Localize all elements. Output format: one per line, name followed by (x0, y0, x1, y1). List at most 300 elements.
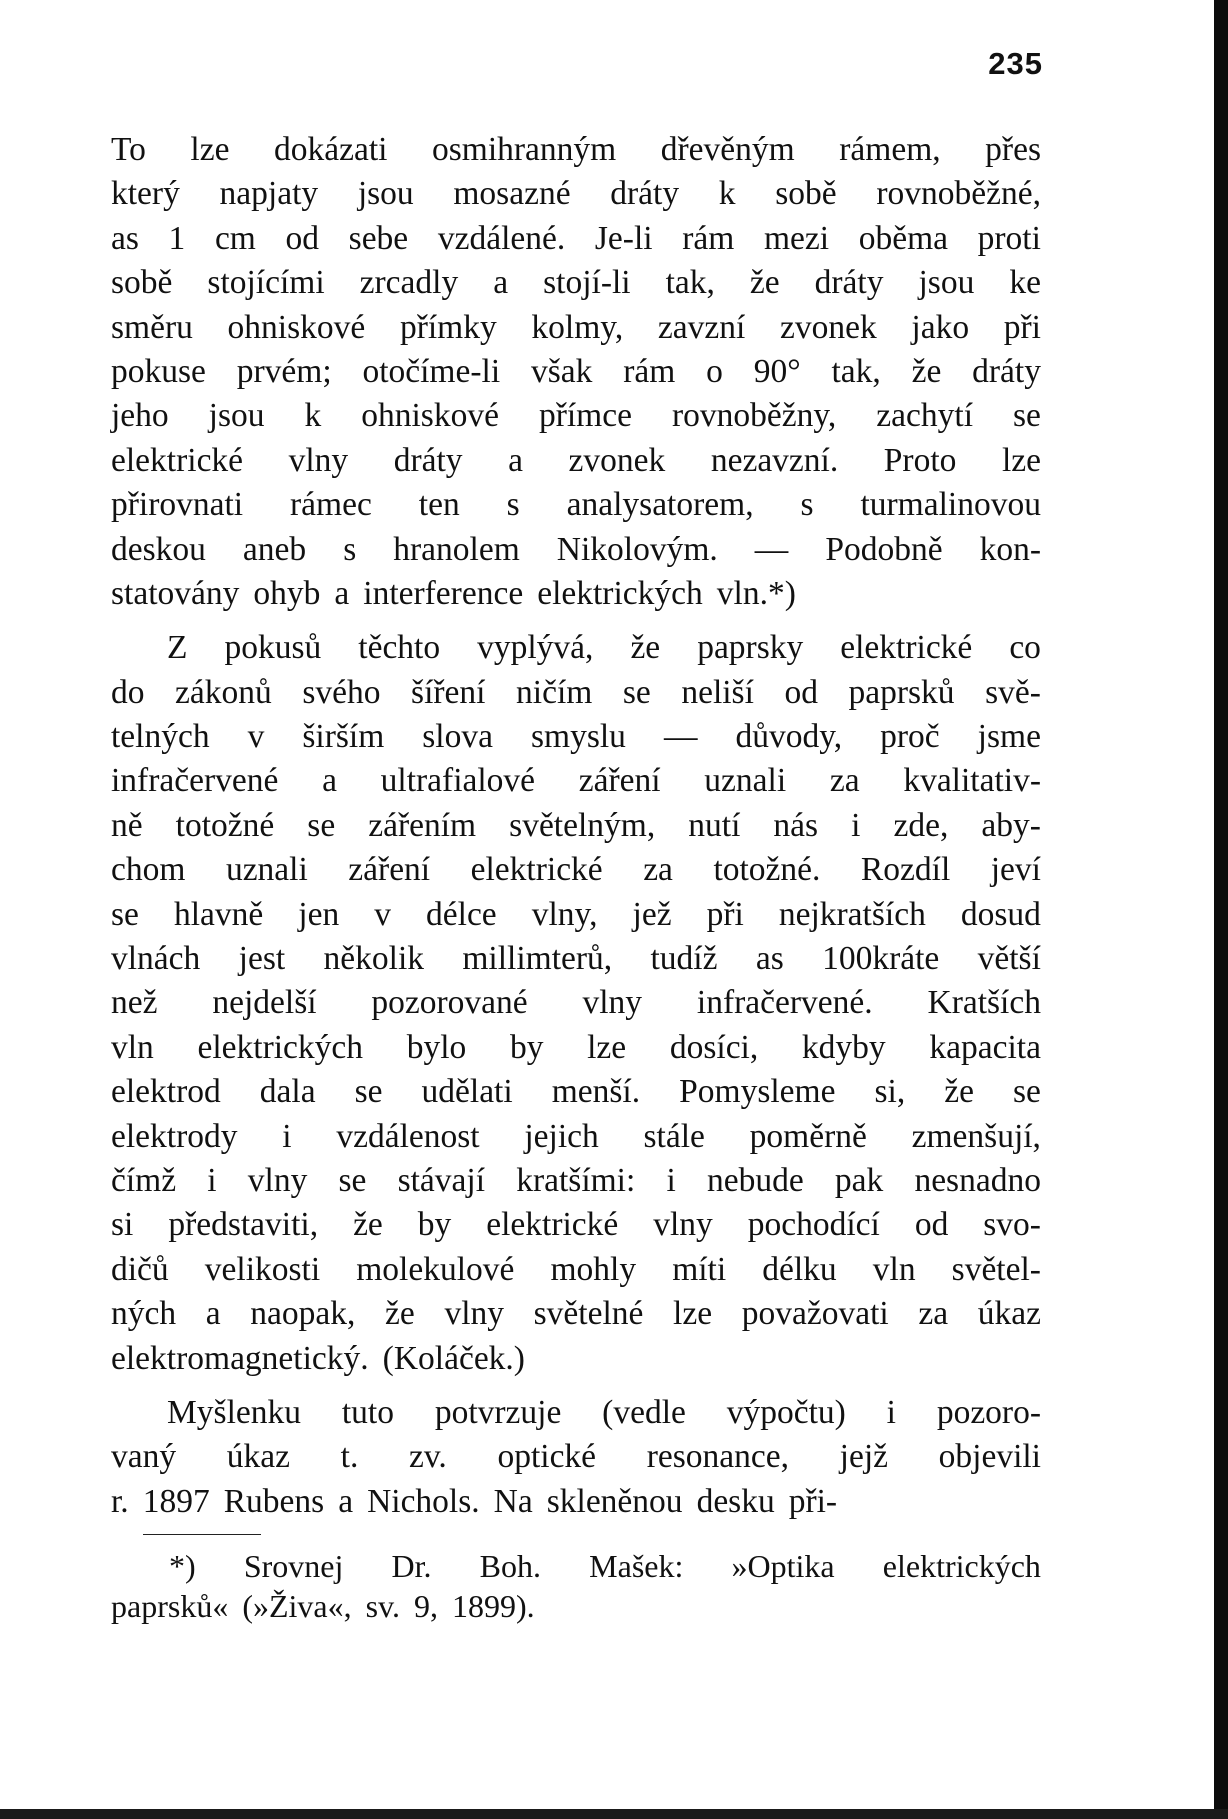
word: dráty (393, 441, 463, 479)
word: ultrafialové (380, 762, 536, 800)
text-line (111, 306, 1041, 350)
word: Pomysleme (679, 1073, 836, 1111)
word: světelným, (509, 806, 656, 844)
word: přímky (399, 308, 497, 346)
footnote (111, 1546, 1041, 1626)
word: elektrod (111, 1073, 221, 1111)
word: oběma (858, 219, 948, 257)
word: ohniskové (227, 308, 366, 346)
word: se (1013, 397, 1041, 435)
word: přes (985, 131, 1041, 168)
word: Podobně (825, 530, 943, 568)
text-line (111, 483, 1041, 527)
word: paprsků (848, 673, 955, 711)
word: aby- (981, 806, 1041, 844)
word: kapacita (929, 1028, 1041, 1066)
word: rám (682, 219, 735, 257)
word: deskou (111, 530, 206, 568)
word: infračervené (111, 762, 279, 800)
word: 1897 (142, 1482, 210, 1520)
word: elektromagnetický. (111, 1339, 369, 1377)
word: ných (111, 1295, 177, 1333)
word: zrcadly (359, 264, 459, 302)
word: by (509, 1028, 544, 1066)
text-line (111, 1070, 1041, 1114)
word: pozoro- (936, 1393, 1041, 1431)
word: uznali (704, 762, 787, 800)
word: pozorované (371, 984, 528, 1022)
word: elektrické (111, 441, 244, 479)
paragraph-gap (111, 1381, 1041, 1391)
word: stávají (397, 1161, 486, 1199)
word: bylo (406, 1028, 467, 1066)
word: aneb (242, 530, 307, 568)
word: Rozdíl (860, 851, 951, 889)
word: čímž (111, 1161, 177, 1199)
text-line (111, 1248, 1041, 1292)
word: jest (238, 940, 286, 978)
word: *) (169, 1548, 196, 1584)
word: zavzní (657, 308, 746, 346)
text-line (111, 1115, 1041, 1159)
word: že (911, 352, 942, 390)
word: si (111, 1206, 134, 1244)
word: s (343, 530, 357, 568)
text-line (111, 1203, 1041, 1247)
text-line (111, 1586, 1041, 1626)
word: elektrických (537, 574, 703, 612)
word: úkaz (226, 1438, 291, 1476)
word: 9, (413, 1588, 438, 1624)
word: slova (422, 718, 493, 756)
word: lze (1001, 441, 1041, 479)
word: nesnadno (914, 1161, 1041, 1199)
word: dřevěným (660, 131, 795, 168)
word: i (851, 806, 861, 844)
word: (Koláček.) (382, 1339, 525, 1377)
word: telných (111, 718, 210, 756)
text-line (111, 671, 1041, 715)
word: dosud (960, 895, 1041, 933)
word: a (493, 264, 509, 302)
word: jsou (918, 264, 975, 302)
word: však (530, 352, 593, 390)
word: millimterů, (462, 940, 613, 978)
word: v (374, 895, 391, 933)
word: ohyb (253, 574, 321, 612)
text-line (111, 1159, 1041, 1203)
word: (»Živa«, (242, 1588, 352, 1624)
word: jež (632, 895, 672, 933)
word: To (111, 131, 146, 168)
page-bottom-shadow (0, 1809, 1228, 1819)
text-line (111, 528, 1041, 572)
word: považovati (741, 1295, 889, 1333)
text-line (111, 981, 1041, 1025)
word: otočíme-li (362, 352, 501, 390)
word: r. (111, 1482, 129, 1520)
word: dala (259, 1073, 316, 1111)
paragraph-3 (111, 1391, 1041, 1524)
word: výpočtu) (726, 1393, 846, 1431)
word: totožné (175, 806, 275, 844)
word: prvém; (236, 352, 332, 390)
word: vlny (288, 441, 349, 479)
word: zářením (368, 806, 477, 844)
word: vln (872, 1250, 916, 1288)
word: při (1003, 308, 1041, 346)
word: hranolem (393, 530, 520, 568)
word: že (385, 1295, 415, 1333)
word: pokusů (224, 629, 322, 667)
word: lze (190, 131, 230, 168)
word: Myšlenku (167, 1393, 301, 1431)
word: elektrické (470, 851, 603, 889)
text-line (111, 893, 1041, 937)
word: lze (673, 1295, 713, 1333)
page-number: 235 (988, 46, 1043, 81)
word: proti (977, 219, 1041, 257)
word: — (754, 530, 789, 568)
word: pochodící (747, 1206, 880, 1244)
word: jsou (357, 175, 414, 213)
word: dráty (610, 175, 680, 213)
word: chom (111, 851, 186, 889)
word: nutí (688, 806, 741, 844)
word: cm (214, 219, 256, 257)
word: světel- (951, 1250, 1041, 1288)
word: hlavně (173, 895, 264, 933)
text-line (111, 759, 1041, 803)
word: že (353, 1206, 383, 1244)
word: několik (323, 940, 424, 978)
word: Na (493, 1482, 533, 1520)
word: a (508, 441, 523, 479)
word: který (111, 175, 180, 213)
word: elektrody (111, 1117, 238, 1155)
word: naopak, (250, 1295, 356, 1333)
word: tuto (341, 1393, 394, 1431)
word: statovány (111, 574, 240, 612)
footnote-divider (143, 1534, 261, 1535)
text-line (111, 1292, 1041, 1336)
word: rámec (290, 486, 372, 524)
word: menší. (551, 1073, 641, 1111)
word: Boh. (479, 1548, 542, 1584)
word: i (886, 1393, 896, 1431)
word: větší (977, 940, 1041, 978)
word: v (247, 718, 265, 756)
word: Rubens (223, 1482, 325, 1520)
word: nejkratších (778, 895, 926, 933)
word: ohniskové (361, 397, 499, 435)
paragraph-1 (111, 128, 1041, 626)
text-line (111, 1026, 1041, 1070)
word: vlny (582, 984, 643, 1022)
word: že (749, 264, 780, 302)
word: elektrických (882, 1548, 1041, 1584)
word: 100kráte (822, 940, 940, 978)
word: i (207, 1161, 217, 1199)
word: rámem, (839, 131, 941, 168)
word: ke (1009, 264, 1041, 302)
word: k (304, 397, 322, 435)
word: dokázati (273, 131, 388, 168)
word: vln.*) (716, 574, 796, 612)
word: svě- (985, 673, 1041, 711)
text-line (111, 626, 1041, 670)
text-line (111, 217, 1041, 261)
word: pokuse (111, 352, 206, 390)
word: zmenšují, (911, 1117, 1041, 1155)
word: světelné (533, 1295, 644, 1333)
word: dosíci, (669, 1028, 759, 1066)
word: důvody, (735, 718, 843, 756)
word: uznali (225, 851, 308, 889)
word: a (338, 1482, 354, 1520)
word: nás (773, 806, 819, 844)
word: k (718, 175, 736, 213)
word: vlny (444, 1295, 504, 1333)
word: záření (348, 851, 431, 889)
word: osmihranným (432, 131, 617, 168)
word: vlnách (111, 940, 201, 978)
word: as (111, 219, 139, 257)
word: a (205, 1295, 221, 1333)
word: jejž (839, 1438, 888, 1476)
word: kvalitativ- (903, 762, 1041, 800)
text-line (111, 350, 1041, 394)
word: šíření (411, 673, 486, 711)
word: sebe (348, 219, 409, 257)
text-line (111, 848, 1041, 892)
word: jsou (208, 397, 265, 435)
word: Srovnej (243, 1548, 344, 1584)
word: velikosti (204, 1250, 321, 1288)
word: Dr. (391, 1548, 432, 1584)
word: ničím (516, 673, 593, 711)
word: »Optika (731, 1548, 835, 1584)
word: za (643, 851, 673, 889)
word: potvrzuje (434, 1393, 562, 1431)
word: turmalinovou (860, 486, 1041, 524)
word: Proto (883, 441, 957, 479)
word: o (706, 352, 723, 390)
word: paprsky (697, 629, 804, 667)
word: směru (111, 308, 193, 346)
word: objevili (938, 1438, 1041, 1476)
word: mohly (550, 1250, 637, 1288)
word: těchto (358, 629, 441, 667)
word: resonance, (646, 1438, 789, 1476)
text-line (111, 937, 1041, 981)
word: ně (111, 806, 143, 844)
word: že (630, 629, 661, 667)
word: lze (587, 1028, 627, 1066)
word: se (338, 1161, 367, 1199)
text-line (111, 715, 1041, 759)
word: co (1009, 629, 1041, 667)
word: se (307, 806, 336, 844)
word: rám (623, 352, 676, 390)
word: Mašek: (589, 1548, 684, 1584)
word: napjaty (219, 175, 319, 213)
word: desku (696, 1482, 775, 1520)
word: zvonek (779, 308, 877, 346)
word: zákonů (175, 673, 272, 711)
word: nezavzní. (710, 441, 839, 479)
word: za (829, 762, 860, 800)
word: do (111, 673, 145, 711)
word: kratšími: (516, 1161, 636, 1199)
word: jeví (990, 851, 1041, 889)
word: se (354, 1073, 383, 1111)
word: 90° (753, 352, 801, 390)
word: vln (111, 1028, 154, 1066)
word: Nichols. (367, 1482, 480, 1520)
word: optické (497, 1438, 597, 1476)
word: záření (578, 762, 661, 800)
word: zv. (408, 1438, 447, 1476)
word: t. (340, 1438, 359, 1476)
word: jejich (524, 1117, 599, 1155)
word: délce (426, 895, 497, 933)
word: a (322, 762, 337, 800)
text-line (111, 172, 1041, 216)
word: proč (880, 718, 940, 756)
word: stojícími (207, 264, 325, 302)
word: smyslu (530, 718, 626, 756)
word: ten (418, 486, 460, 524)
word: širším (302, 718, 385, 756)
word: jen (298, 895, 340, 933)
word: s (800, 486, 814, 524)
word: pak (834, 1161, 884, 1199)
word: úkaz (977, 1295, 1041, 1333)
word: kolmy, (531, 308, 624, 346)
word: vzdálené. (437, 219, 566, 257)
word: od (285, 219, 320, 257)
word: neliší (681, 673, 754, 711)
word: vlny, (531, 895, 598, 933)
word: infračervené. (696, 984, 873, 1022)
word: dráty (972, 352, 1041, 390)
word: se (622, 673, 651, 711)
word: tak, (831, 352, 881, 390)
word: paprsků« (111, 1588, 229, 1624)
word: rovnoběžny, (671, 397, 837, 435)
word: zachytí (876, 397, 974, 435)
word: elektrické (486, 1206, 619, 1244)
page-edge-shadow (1214, 0, 1228, 1819)
word: stojí-li (543, 264, 631, 302)
word: molekulové (356, 1250, 515, 1288)
word: jako (911, 308, 970, 346)
word: Kratších (927, 984, 1041, 1022)
word: a (334, 574, 350, 612)
word: 1 (168, 219, 186, 257)
text-line (111, 439, 1041, 483)
word: si, (874, 1073, 906, 1111)
text-line (111, 128, 1041, 172)
word: vaný (111, 1438, 177, 1476)
word: elektrických (197, 1028, 364, 1066)
word: se (1012, 1073, 1041, 1111)
text-line (111, 1480, 1041, 1524)
word: za (918, 1295, 949, 1333)
word: skleněnou (546, 1482, 683, 1520)
word: jsme (977, 718, 1041, 756)
word: interference (363, 574, 524, 612)
text-line (111, 261, 1041, 305)
word: dičů (111, 1250, 169, 1288)
word: Z (167, 629, 188, 667)
word: i (666, 1161, 676, 1199)
word: představiti, (168, 1206, 319, 1244)
word: Je-li (594, 219, 653, 257)
paragraph-2 (111, 626, 1041, 1391)
word: udělati (421, 1073, 513, 1111)
word: s (506, 486, 520, 524)
word: od (784, 673, 818, 711)
word: rovnoběžné, (876, 175, 1041, 213)
word: vzdálenost (336, 1117, 480, 1155)
word: přirovnati (111, 486, 244, 524)
text-line (111, 1337, 1041, 1381)
word: nebude (706, 1161, 804, 1199)
word: sobě (775, 175, 837, 213)
word: i (282, 1117, 292, 1155)
word: vlny (653, 1206, 713, 1244)
word: (vedle (602, 1393, 686, 1431)
word: 1899). (451, 1588, 535, 1624)
word: sobě (111, 264, 173, 302)
word: jeho (111, 397, 169, 435)
word: totožné. (713, 851, 821, 889)
text-line (111, 1391, 1041, 1435)
word: poměrně (749, 1117, 867, 1155)
word: kon- (979, 530, 1041, 568)
text-line (111, 804, 1041, 848)
word: — (663, 718, 698, 756)
text-line (111, 1435, 1041, 1479)
word: mezi (763, 219, 830, 257)
word: než (111, 984, 158, 1022)
word: vyplývá, (477, 629, 594, 667)
word: tak, (665, 264, 715, 302)
word: se (111, 895, 139, 933)
word: míti (672, 1250, 727, 1288)
word: mosazné (453, 175, 571, 213)
word: elektrické (840, 629, 973, 667)
word: analysatorem, (566, 486, 754, 524)
word: sv. (365, 1588, 400, 1624)
word: by (417, 1206, 452, 1244)
word: tudíž (650, 940, 718, 978)
word: při- (788, 1482, 838, 1520)
text-line (111, 1546, 1041, 1586)
body-text (111, 128, 1041, 1524)
word: as (755, 940, 784, 978)
text-line (111, 394, 1041, 438)
word: svo- (983, 1206, 1041, 1244)
word: při (706, 895, 744, 933)
word: že (944, 1073, 974, 1111)
word: zde, (893, 806, 949, 844)
word: dráty (814, 264, 884, 302)
word: nejdelší (212, 984, 317, 1022)
word: kdyby (801, 1028, 886, 1066)
